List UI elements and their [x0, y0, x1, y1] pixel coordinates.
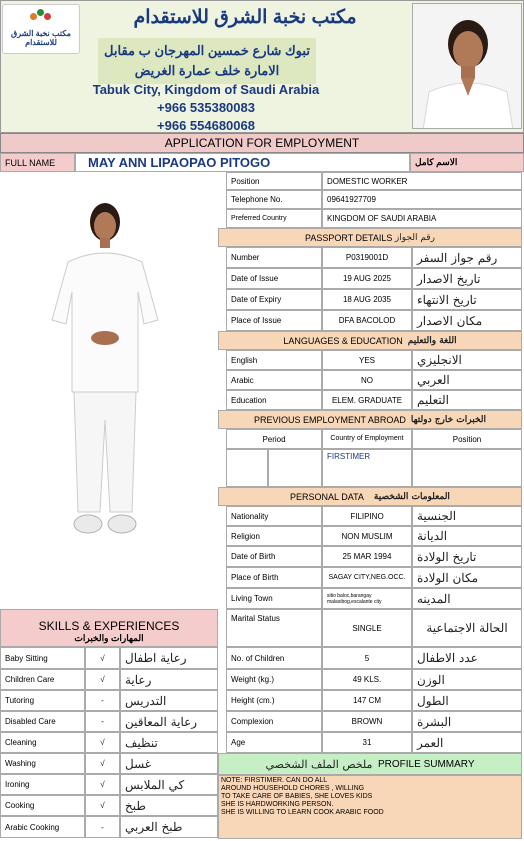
issue-date-arabic: تاريخ الاصدار	[412, 268, 522, 289]
prev-empty-cell	[226, 449, 268, 487]
education-value: ELEM. GRADUATE	[322, 390, 412, 410]
children-arabic: عدد الاطفال	[412, 647, 522, 669]
education-arabic: التعليم	[412, 390, 522, 410]
telephone-label: Telephone No.	[226, 190, 322, 209]
office-city: Tabuk City, Kingdom of Saudi Arabia	[92, 82, 320, 97]
arabic-arabic: العربي	[412, 370, 522, 390]
passport-number-label: Number	[226, 247, 322, 268]
skill-cleaning-mark: √	[85, 732, 120, 753]
skill-washing-arabic: غسل	[120, 753, 218, 774]
religion-value: NON MUSLIM	[322, 526, 412, 546]
logo-mark-icon	[30, 9, 52, 27]
profile-summary-title: PROFILE SUMMARY	[378, 758, 475, 770]
profile-line: TO TAKE CARE OF BABIES, SHE LOVES KIDS	[221, 793, 373, 800]
profile-line: SHE IS WILLING TO LEARN COOK ARABIC FOOD	[221, 809, 384, 816]
living-town-arabic: المدينه	[412, 588, 522, 609]
skill-baby-sitting-arabic: رعاية اطفال	[120, 647, 218, 669]
languages-title-arabic: اللغة والتعليم	[407, 335, 457, 346]
height-arabic: الطول	[412, 690, 522, 711]
profile-summary-header	[218, 753, 522, 775]
position-label: Position	[226, 172, 322, 190]
personal-data-title: PERSONAL DATA	[290, 491, 364, 502]
issue-date-label: Date of Issue	[226, 268, 322, 289]
age-value: 31	[322, 732, 412, 753]
office-contact	[82, 82, 330, 134]
skill-washing-mark: √	[85, 753, 120, 774]
expiry-date-value: 18 AUG 2035	[322, 289, 412, 310]
passport-title: PASSPORT DETAILS	[305, 232, 393, 243]
profile-line: SHE IS HARDWORKING PERSON.	[221, 801, 334, 808]
nationality-label: Nationality	[226, 506, 322, 526]
pob-arabic: مكان الولادة	[412, 567, 522, 588]
prev-position-cell	[412, 449, 522, 487]
col-position: Position	[412, 429, 522, 449]
personal-data-header	[218, 487, 522, 506]
address-line-2: الامارة خلف عمارة الغريض	[134, 63, 280, 78]
age-arabic: العمر	[412, 732, 522, 753]
address-line-1: تبوك شارع خمسين المهرجان ب مقابل	[104, 43, 310, 58]
dob-value: 25 MAR 1994	[322, 546, 412, 567]
prev-country-cell: FIRSTIMER	[322, 449, 412, 487]
profile-line: AROUND HOUSEHOLD CHORES , WILLING	[221, 785, 365, 792]
full-name-label: FULL NAME	[0, 153, 75, 172]
complexion-arabic: البشرة	[412, 711, 522, 732]
skill-ironing-arabic: كي الملابس	[120, 774, 218, 795]
skill-ironing-label: Ironing	[0, 774, 85, 795]
previous-employment-title: PREVIOUS EMPLOYMENT ABROAD	[253, 414, 406, 425]
passport-title-arabic: رقم الجواز	[394, 232, 435, 243]
skill-baby-sitting-mark: √	[85, 647, 120, 669]
skill-disabled-care-mark: -	[85, 711, 120, 732]
marital-status-arabic: الحالة الاجتماعية	[412, 609, 522, 647]
portrait-illustration	[413, 4, 522, 129]
profile-summary-body	[218, 775, 522, 839]
skill-cooking-mark: √	[85, 795, 120, 816]
skill-children-care-arabic: رعاية	[120, 669, 218, 690]
education-label: Education	[226, 390, 322, 410]
company-logo	[2, 4, 80, 54]
age-label: Age	[226, 732, 322, 753]
english-value: YES	[322, 350, 412, 370]
applicant-full-body-photo	[40, 192, 170, 557]
application-title: APPLICATION FOR EMPLOYMENT	[0, 133, 524, 153]
preferred-country-value: KINGDOM OF SAUDI ARABIA	[322, 209, 522, 228]
expiry-date-label: Date of Expiry	[226, 289, 322, 310]
skills-title: SKILLS & EXPERIENCES	[38, 619, 180, 633]
skill-disabled-care-arabic: رعاية المعاقين	[120, 711, 218, 732]
passport-number-arabic: رقم جواز السفر	[412, 247, 522, 268]
position-value: DOMESTIC WORKER	[322, 172, 522, 190]
skill-disabled-care-label: Disabled Care	[0, 711, 85, 732]
living-town-label: Living Town	[226, 588, 322, 609]
skill-cleaning-arabic: تنظيف	[120, 732, 218, 753]
weight-label: Weight (kg.)	[226, 669, 322, 690]
complexion-label: Complexion	[226, 711, 322, 732]
skill-cleaning-label: Cleaning	[0, 732, 85, 753]
full-name-value: MAY ANN LIPAOPAO PITOGO	[75, 153, 410, 172]
telephone-value: 09641927709	[322, 190, 522, 209]
applicant-portrait-photo	[412, 3, 522, 129]
skill-cooking-label: Cooking	[0, 795, 85, 816]
skill-cooking-arabic: طبخ	[120, 795, 218, 816]
children-label: No. of Children	[226, 647, 322, 669]
religion-label: Religion	[226, 526, 322, 546]
english-label: English	[226, 350, 322, 370]
place-of-issue-value: DFA BACOLOD	[322, 310, 412, 331]
skill-arabic-cooking-mark: -	[85, 816, 120, 838]
skill-washing-label: Washing	[0, 753, 85, 774]
height-value: 147 CM	[322, 690, 412, 711]
skill-baby-sitting-label: Baby Sitting	[0, 647, 85, 669]
skill-children-care-mark: √	[85, 669, 120, 690]
col-country: Country of Employment	[322, 429, 412, 449]
languages-section-header	[218, 331, 522, 350]
dob-arabic: تاريخ الولادة	[412, 546, 522, 567]
skill-tutoring-label: Tutoring	[0, 690, 85, 711]
skill-ironing-mark: √	[85, 774, 120, 795]
office-address-arabic	[98, 38, 316, 84]
nationality-arabic: الجنسية	[412, 506, 522, 526]
skill-children-care-label: Children Care	[0, 669, 85, 690]
skills-section-header	[0, 609, 218, 647]
arabic-value: NO	[322, 370, 412, 390]
pob-value: SAGAY CITY,NEG.OCC.	[322, 567, 412, 588]
passport-section-header	[218, 228, 522, 247]
english-arabic: الانجليزي	[412, 350, 522, 370]
place-of-issue-arabic: مكان الاصدار	[412, 310, 522, 331]
full-name-label-arabic: الاسم كامل	[410, 153, 524, 172]
arabic-label: Arabic	[226, 370, 322, 390]
profile-summary-title-arabic: ملخص الملف الشخصي	[265, 757, 373, 771]
office-name-arabic: مكتب نخبة الشرق للاستقدام	[133, 7, 357, 28]
dob-label: Date of Birth	[226, 546, 322, 567]
prev-period-cell	[268, 449, 322, 487]
skill-tutoring-mark: -	[85, 690, 120, 711]
height-label: Height (cm.)	[226, 690, 322, 711]
preferred-country-label: Preferred Country	[226, 209, 322, 228]
issue-date-value: 19 AUG 2025	[322, 268, 412, 289]
office-phone-2: +966 554680068	[157, 118, 255, 133]
previous-employment-header	[218, 410, 522, 429]
languages-title: LANGUAGES & EDUCATION	[283, 335, 403, 346]
office-phone-1: +966 535380083	[157, 100, 255, 115]
nationality-value: FILIPINO	[322, 506, 412, 526]
skill-arabic-cooking-label: Arabic Cooking	[0, 816, 85, 838]
religion-arabic: الديانة	[412, 526, 522, 546]
weight-arabic: الوزن	[412, 669, 522, 690]
logo-text: مكتب نخبة الشرق للاستقدام	[11, 29, 71, 47]
full-body-illustration	[40, 192, 170, 557]
children-value: 5	[322, 647, 412, 669]
living-town-value: sitio baloc,barangay malasibog,escalante city	[322, 588, 412, 609]
passport-number-value: P0319001D	[322, 247, 412, 268]
marital-status-value: SINGLE	[322, 609, 412, 647]
skill-tutoring-arabic: التدريس	[120, 690, 218, 711]
personal-data-title-arabic: المعلومات الشخصية	[373, 491, 450, 502]
place-of-issue-label: Place of Issue	[226, 310, 322, 331]
previous-employment-title-arabic: الخبرات خارج دولتها	[410, 414, 487, 425]
col-period: Period	[226, 429, 322, 449]
expiry-date-arabic: تاريخ الانتهاء	[412, 289, 522, 310]
skills-title-arabic: المهارات والخبرات	[74, 633, 144, 643]
pob-label: Place of Birth	[226, 567, 322, 588]
profile-line: NOTE: FIRSTIMER. CAN DO ALL	[221, 777, 328, 784]
complexion-value: BROWN	[322, 711, 412, 732]
weight-value: 49 KLS.	[322, 669, 412, 690]
skill-arabic-cooking-arabic: طبخ العربي	[120, 816, 218, 838]
marital-status-label: Marital Status	[226, 609, 322, 647]
